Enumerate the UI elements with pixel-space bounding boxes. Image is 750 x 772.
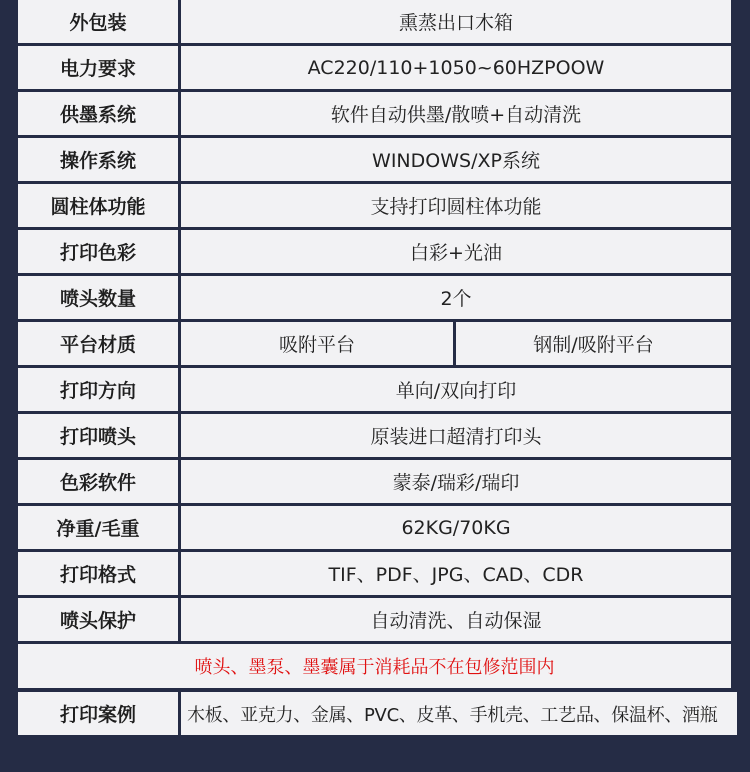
spec-row-cylinder bbox=[18, 184, 731, 227]
spec-value: 蒙泰/瑞彩/瑞印 bbox=[181, 460, 731, 503]
spec-value: 原装进口超清打印头 bbox=[181, 414, 731, 457]
spec-label: 平台材质 bbox=[18, 322, 178, 365]
spec-row-color-software bbox=[18, 460, 731, 503]
spec-row-colors bbox=[18, 230, 731, 273]
spec-value: 2个 bbox=[181, 276, 731, 319]
spec-label: 打印喷头 bbox=[18, 414, 178, 457]
warranty-note: 喷头、墨泵、墨囊属于消耗品不在包修范围内 bbox=[18, 644, 731, 688]
spec-value: 自动清洗、自动保湿 bbox=[181, 598, 731, 641]
spec-label: 打印色彩 bbox=[18, 230, 178, 273]
spec-row-cases bbox=[18, 692, 731, 735]
spec-label: 喷头保护 bbox=[18, 598, 178, 641]
spec-label: 供墨系统 bbox=[18, 92, 178, 135]
spec-row-nozzle-protection bbox=[18, 598, 731, 641]
spec-row-printhead bbox=[18, 414, 731, 457]
spec-value: 木板、亚克力、金属、PVC、皮革、手机壳、工艺品、保温杯、酒瓶 bbox=[181, 692, 737, 735]
spec-value: TIF、PDF、JPG、CAD、CDR bbox=[181, 552, 731, 595]
spec-row-nozzle-count bbox=[18, 276, 731, 319]
spec-value-b: 钢制/吸附平台 bbox=[456, 322, 731, 365]
spec-value: 62KG/70KG bbox=[181, 506, 731, 549]
spec-value: 软件自动供墨/散喷+自动清洗 bbox=[181, 92, 731, 135]
spec-label: 喷头数量 bbox=[18, 276, 178, 319]
spec-row-platform bbox=[18, 322, 731, 365]
spec-value: WINDOWS/XP系统 bbox=[181, 138, 731, 181]
spec-label: 色彩软件 bbox=[18, 460, 178, 503]
spec-row-ink-system bbox=[18, 92, 731, 135]
spec-row-os bbox=[18, 138, 731, 181]
spec-row-packaging bbox=[18, 0, 731, 43]
spec-row-weight bbox=[18, 506, 731, 549]
spec-label: 操作系统 bbox=[18, 138, 178, 181]
spec-value-a: 吸附平台 bbox=[181, 322, 453, 365]
spec-label: 打印格式 bbox=[18, 552, 178, 595]
spec-label: 打印案例 bbox=[18, 692, 178, 735]
spec-row-direction bbox=[18, 368, 731, 411]
spec-value: 熏蒸出口木箱 bbox=[181, 0, 731, 43]
spec-label: 打印方向 bbox=[18, 368, 178, 411]
spec-row-power bbox=[18, 46, 731, 89]
spec-label: 外包装 bbox=[18, 0, 178, 43]
spec-value: AC220/110+1050~60HZPOOW bbox=[181, 46, 731, 89]
spec-label: 圆柱体功能 bbox=[18, 184, 178, 227]
spec-label: 净重/毛重 bbox=[18, 506, 178, 549]
spec-label: 电力要求 bbox=[18, 46, 178, 89]
spec-table bbox=[18, 0, 731, 738]
spec-value: 支持打印圆柱体功能 bbox=[181, 184, 731, 227]
spec-value: 白彩+光油 bbox=[181, 230, 731, 273]
spec-row-formats bbox=[18, 552, 731, 595]
warranty-note-row bbox=[18, 644, 731, 688]
spec-value: 单向/双向打印 bbox=[181, 368, 731, 411]
